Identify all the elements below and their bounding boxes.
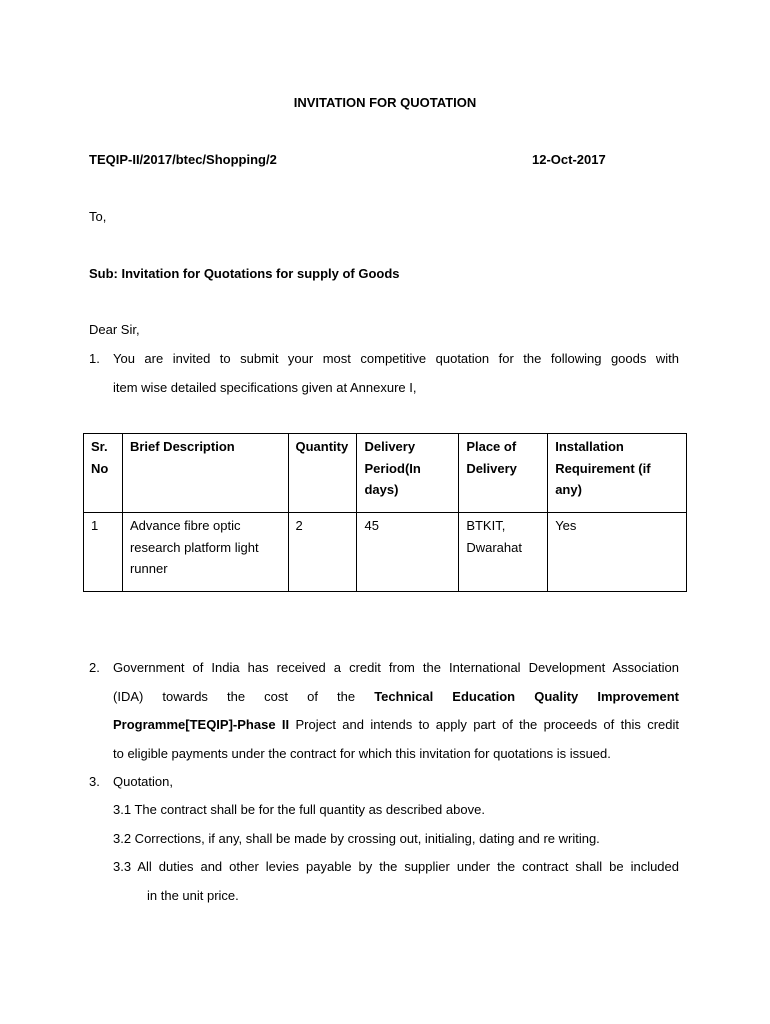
salutation: Dear Sir,: [89, 322, 140, 337]
column-header: Installation Requirement (if any): [548, 434, 687, 513]
column-header: Sr. No: [84, 434, 123, 513]
reference-number: TEQIP-II/2017/btec/Shopping/2: [89, 152, 277, 167]
document-date: 12-Oct-2017: [532, 152, 606, 167]
clause-3-3: [113, 859, 679, 874]
clause-3-1: 3.1 The contract shall be for the full quantity as described above.: [113, 802, 485, 817]
paragraph-text-line: Government of India has received a credit from the International Development Association: [113, 660, 679, 675]
table-cell: Advance fibre optic research platform light runner: [122, 513, 288, 592]
table-cell: BTKIT, Dwarahat: [459, 513, 548, 592]
paragraph-number: 1.: [89, 351, 100, 366]
column-header: Place of Delivery: [459, 434, 548, 513]
paragraph-heading: Quotation,: [113, 774, 173, 789]
paragraph-text-line: to eligible payments under the contract for which this invitation for quotations is issued.: [113, 745, 611, 761]
table-cell: Yes: [548, 513, 687, 592]
document-title: INVITATION FOR QUOTATION: [293, 95, 477, 110]
addressee-line: To,: [89, 209, 107, 224]
column-header: Brief Description: [122, 434, 288, 513]
paragraph-text-line: [113, 711, 679, 740]
text-segment: (IDA) towards the cost of the: [113, 688, 356, 704]
clause-text-line: in the unit price.: [147, 888, 239, 903]
table-cell: 2: [288, 513, 357, 592]
table-cell: 1: [84, 513, 123, 592]
table-header-row: [84, 434, 687, 513]
paragraph-text-line: item wise detailed specifications given at Annexure I,: [113, 379, 417, 395]
goods-table: [83, 433, 687, 592]
column-header: Quantity: [288, 434, 357, 513]
clause-3-2: 3.2 Corrections, if any, shall be made by crossing out, initialing, dating and re writing.: [113, 831, 600, 846]
text-segment: Project and intends to apply part of the proceeds of this credit: [289, 717, 679, 732]
text-segment-bold: Technical Education Quality Improvement: [374, 688, 679, 704]
paragraph-number: 3.: [89, 774, 100, 789]
text-segment-bold: Programme[TEQIP]-Phase II: [113, 717, 290, 732]
paragraph-number: 2.: [89, 660, 100, 675]
table-row: [84, 513, 687, 592]
paragraph-text-line: [113, 683, 679, 712]
clause-text-line: 3.3 All duties and other levies payable by the supplier under the contract shall be included: [113, 859, 679, 874]
subject-line: Sub: Invitation for Quotations for supply of Goods: [89, 266, 400, 281]
paragraph-text-line: You are invited to submit your most competitive quotation for the following goods with: [113, 351, 679, 366]
column-header: Delivery Period(In days): [357, 434, 459, 513]
table-cell: 45: [357, 513, 459, 592]
